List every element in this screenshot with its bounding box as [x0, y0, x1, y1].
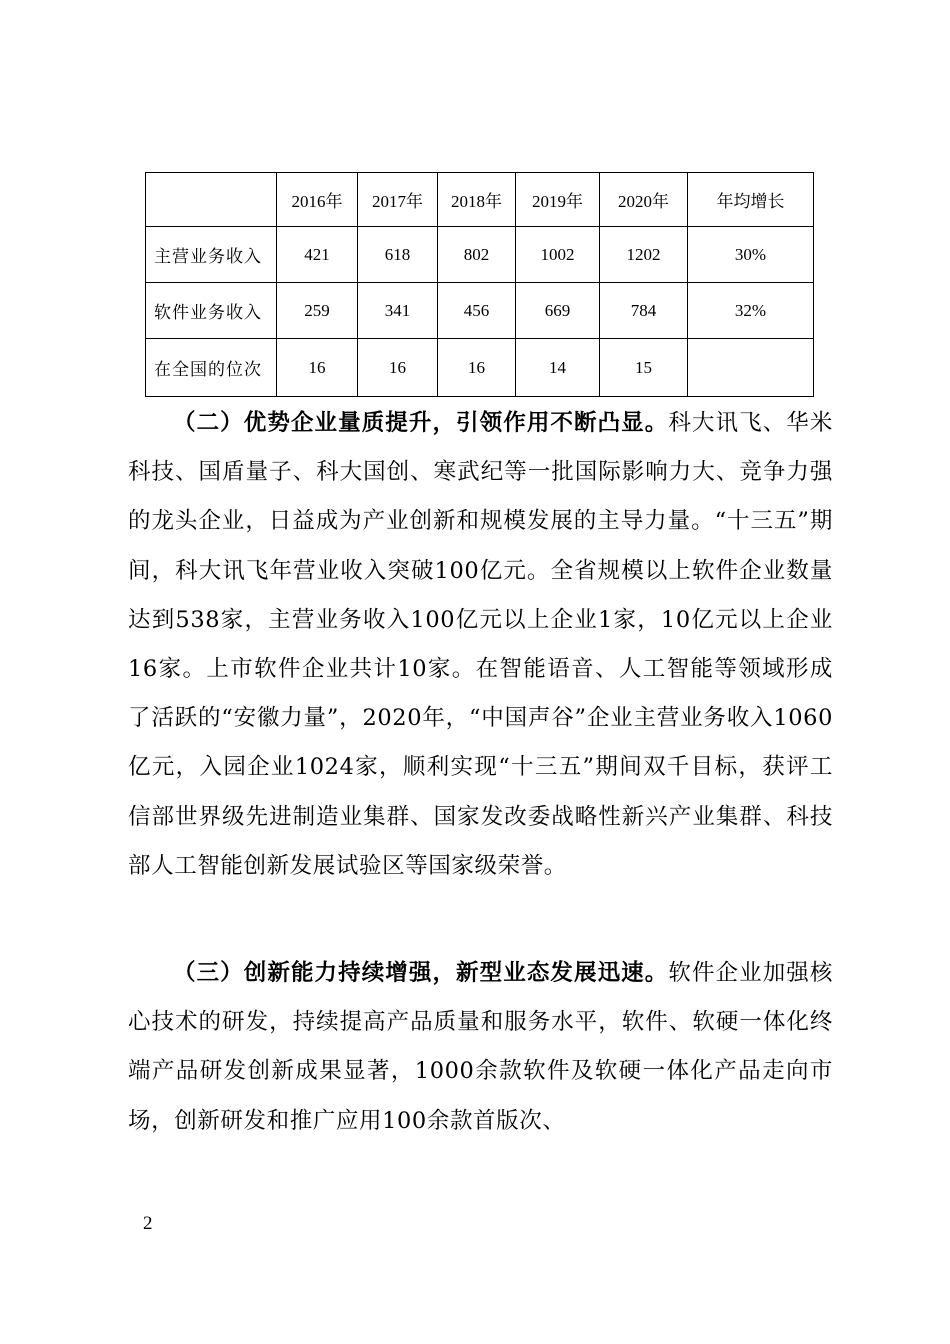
table-cell: 259 [277, 283, 358, 339]
table-header-cell [146, 173, 277, 227]
table-cell [688, 339, 814, 397]
table-header-cell: 2019年 [516, 173, 600, 227]
table-row [146, 283, 814, 339]
paragraph-heading: （三）创新能力持续增强，新型业态发展迅速。 [173, 960, 669, 986]
row-label: 在全国的位次 [146, 339, 277, 397]
table-header-cell: 2017年 [358, 173, 438, 227]
table-cell: 1002 [516, 227, 600, 283]
table-cell: 341 [358, 283, 438, 339]
paragraph-body: 科大讯飞、华米科技、国盾量子、科大国创、寒武纪等一批国际影响力大、竞争力强的龙头企业，日益成为产业创新和规模发展的主导力量。“十三五”期间，科大讯飞年营业收入突破100亿元。全省规模以上软件企业数量达到538家，主营业务收入100亿元以上企业1家，10亿元以上企业16家。上市软件企业共计10家。在智能语音、人工智能等领域形成了活跃的“安徽力量”，2020年，“中国声谷”企业主营业务收入1060亿元，入园企业1024家，顺利实现“十三五”期间双千目标，获评工信部世界级先进制造业集群、国家发改委战略性新兴产业集群、科技部人工智能创新发展试验区等国家级荣誉。 [128, 410, 833, 879]
table-row [146, 339, 814, 397]
table-cell: 802 [438, 227, 516, 283]
table-header-cell: 2016年 [277, 173, 358, 227]
table-cell: 16 [438, 339, 516, 397]
statistics-table [145, 172, 814, 397]
table-cell: 30% [688, 227, 814, 283]
table-header-cell: 2018年 [438, 173, 516, 227]
table-cell: 15 [600, 339, 688, 397]
row-label: 软件业务收入 [146, 283, 277, 339]
page-number: 2 [143, 1213, 153, 1234]
paragraph-body: 软件企业加强核心技术的研发，持续提高产品质量和服务水平，软件、软硬一体化终端产品研发创新成果显著，1000余款软件及软硬一体化产品走向市场，创新研发和推广应用100余款首版次、 [128, 960, 833, 1134]
table-cell: 16 [277, 339, 358, 397]
paragraph-innovation-capability [128, 949, 833, 1146]
table-header-row [146, 173, 814, 227]
table-cell: 784 [600, 283, 688, 339]
table-cell: 16 [358, 339, 438, 397]
paragraph-advantage-enterprises [128, 399, 833, 891]
table-row [146, 227, 814, 283]
table-cell: 14 [516, 339, 600, 397]
row-label: 主营业务收入 [146, 227, 277, 283]
table-cell: 456 [438, 283, 516, 339]
table-cell: 32% [688, 283, 814, 339]
table-cell: 618 [358, 227, 438, 283]
table-cell: 669 [516, 283, 600, 339]
table-cell: 1202 [600, 227, 688, 283]
paragraph-heading: （二）优势企业量质提升，引领作用不断凸显。 [173, 410, 669, 436]
table-header-cell: 2020年 [600, 173, 688, 227]
table-header-cell: 年均增长 [688, 173, 814, 227]
table-cell: 421 [277, 227, 358, 283]
